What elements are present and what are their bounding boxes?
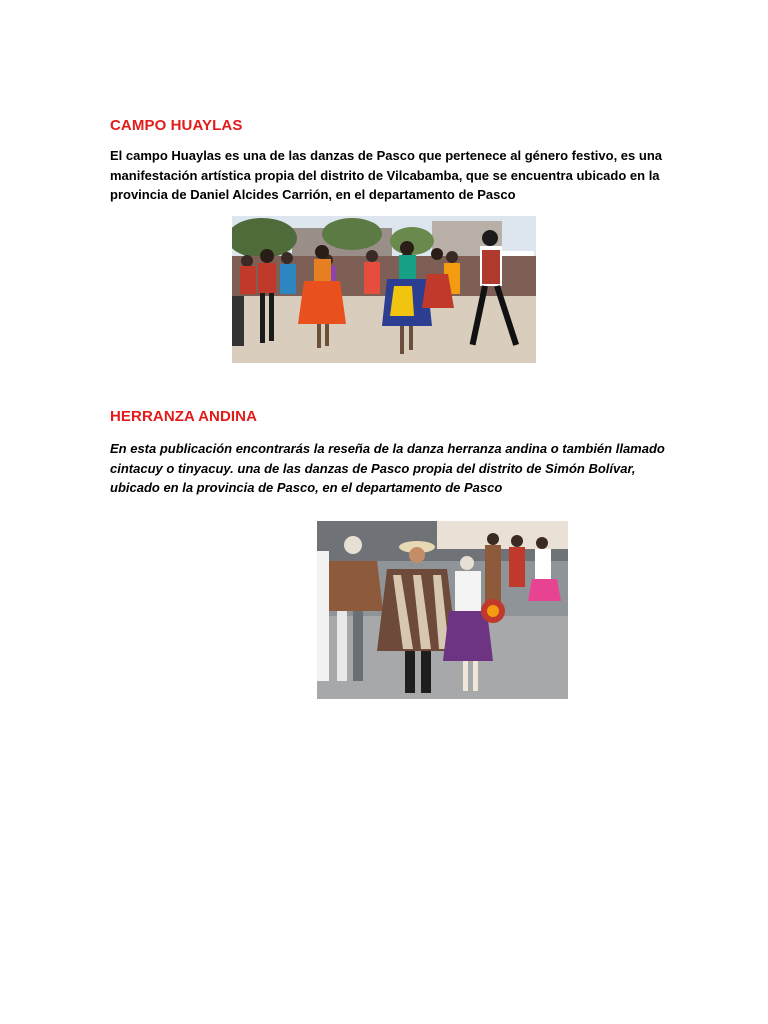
section-title-campo-huaylas: CAMPO HUAYLAS <box>110 117 243 134</box>
section-paragraph-herranza-andina: En esta publicación encontrarás la reseña de la danza herranza andina o también llamado cintacuy o tinyacuy. una de las danzas de Pasco propia del distrito de Simón Bolívar, ubicado en la provincia de Pasco, en el departamento de Pasco <box>110 441 665 495</box>
herranza-andina-photo <box>317 521 568 699</box>
section-title-herranza-andina: HERRANZA ANDINA <box>110 408 258 425</box>
campo-huaylas-photo <box>232 216 536 363</box>
section-paragraph-campo-huaylas: El campo Huaylas es una de las danzas de Pasco que pertenece al género festivo, es una manifestación artística propia del distrito de Vilcabamba, que se encuentra ubicado en la provincia de Daniel Alcides Carrión, en el departamento de Pasco <box>110 148 662 202</box>
